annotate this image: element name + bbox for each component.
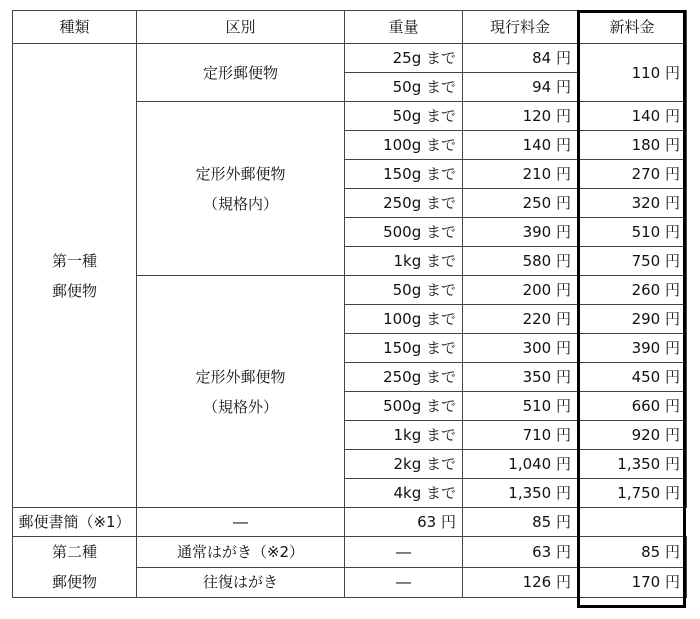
weight-cell: 1kg まで — [345, 421, 463, 450]
header-category: 区別 — [137, 11, 345, 44]
current-rate-cell: 580 円 — [463, 247, 578, 276]
current-rate-cell: 300 円 — [463, 334, 578, 363]
new-rate-cell: 320 円 — [578, 189, 687, 218]
group-second-class — [13, 537, 137, 598]
weight-cell: ― — [137, 508, 345, 537]
current-rate-cell: 1,040 円 — [463, 450, 578, 479]
current-rate-cell: 220 円 — [463, 305, 578, 334]
weight-cell: 250g まで — [345, 363, 463, 392]
new-rate-cell: 85 円 — [463, 508, 578, 537]
new-rate-cell: 180 円 — [578, 131, 687, 160]
category-nonstandard-within-line2: （規格内） — [202, 194, 278, 213]
new-rate-cell: 270 円 — [578, 160, 687, 189]
header-current-rate: 現行料金 — [463, 11, 578, 44]
current-rate-cell: 63 円 — [345, 508, 463, 537]
weight-cell: 500g まで — [345, 392, 463, 421]
current-rate-cell: 250 円 — [463, 189, 578, 218]
weight-cell: 150g まで — [345, 160, 463, 189]
new-rate-cell: 1,750 円 — [578, 479, 687, 508]
weight-cell: 250g まで — [345, 189, 463, 218]
new-rate-cell: 260 円 — [578, 276, 687, 305]
weight-cell: 50g まで — [345, 73, 463, 102]
current-rate-cell: 140 円 — [463, 131, 578, 160]
weight-cell: 100g まで — [345, 305, 463, 334]
current-rate-cell: 390 円 — [463, 218, 578, 247]
current-rate-cell: 350 円 — [463, 363, 578, 392]
new-rate-cell: 85 円 — [578, 537, 687, 568]
weight-cell: ― — [345, 537, 463, 568]
new-rate-cell: 170 円 — [578, 567, 687, 598]
category-nonstandard-within — [137, 102, 345, 276]
group-first-line2: 郵便物 — [51, 281, 97, 300]
rate-table-container — [12, 10, 687, 598]
category-postcard: 通常はがき（※2） — [137, 537, 345, 568]
category-nonstandard-within-line1: 定形外郵便物 — [195, 164, 286, 183]
new-rate-cell: 110 円 — [578, 44, 687, 102]
category-return-postcard: 往復はがき — [137, 567, 345, 598]
weight-cell: 150g まで — [345, 334, 463, 363]
new-rate-cell: 290 円 — [578, 305, 687, 334]
header-new-rate: 新料金 — [578, 11, 687, 44]
weight-cell: 100g まで — [345, 131, 463, 160]
new-rate-cell: 660 円 — [578, 392, 687, 421]
weight-cell: ― — [345, 567, 463, 598]
header-weight: 重量 — [345, 11, 463, 44]
current-rate-cell: 1,350 円 — [463, 479, 578, 508]
category-nonstandard-outside — [137, 276, 345, 508]
new-rate-cell: 140 円 — [578, 102, 687, 131]
weight-cell: 2kg まで — [345, 450, 463, 479]
weight-cell: 1kg まで — [345, 247, 463, 276]
new-rate-cell: 510 円 — [578, 218, 687, 247]
current-rate-cell: 210 円 — [463, 160, 578, 189]
current-rate-cell: 63 円 — [463, 537, 578, 568]
current-rate-cell: 84 円 — [463, 44, 578, 73]
current-rate-cell: 120 円 — [463, 102, 578, 131]
category-nonstandard-outside-line2: （規格外） — [202, 397, 278, 416]
current-rate-cell: 200 円 — [463, 276, 578, 305]
weight-cell: 25g まで — [345, 44, 463, 73]
table-row — [13, 508, 687, 537]
weight-cell: 50g まで — [345, 102, 463, 131]
group-first-class — [13, 44, 137, 508]
table-row — [13, 44, 687, 73]
weight-cell: 500g まで — [345, 218, 463, 247]
current-rate-cell: 126 円 — [463, 567, 578, 598]
weight-cell: 50g まで — [345, 276, 463, 305]
group-first-line1: 第一種 — [51, 251, 97, 270]
current-rate-cell: 510 円 — [463, 392, 578, 421]
group-second-line1: 第二種 — [51, 543, 97, 561]
new-rate-cell: 450 円 — [578, 363, 687, 392]
current-rate-cell: 94 円 — [463, 73, 578, 102]
weight-cell: 4kg まで — [345, 479, 463, 508]
table-row — [13, 537, 687, 568]
postal-rate-table — [12, 10, 687, 598]
header-row — [13, 11, 687, 44]
header-type: 種類 — [13, 11, 137, 44]
new-rate-cell: 750 円 — [578, 247, 687, 276]
new-rate-cell: 1,350 円 — [578, 450, 687, 479]
category-nonstandard-outside-line1: 定形外郵便物 — [195, 367, 286, 386]
current-rate-cell: 710 円 — [463, 421, 578, 450]
category-standard: 定形郵便物 — [137, 44, 345, 102]
new-rate-cell: 390 円 — [578, 334, 687, 363]
group-second-line2: 郵便物 — [51, 573, 97, 591]
new-rate-cell: 920 円 — [578, 421, 687, 450]
category-letter-sheet: 郵便書簡（※1） — [13, 508, 137, 537]
